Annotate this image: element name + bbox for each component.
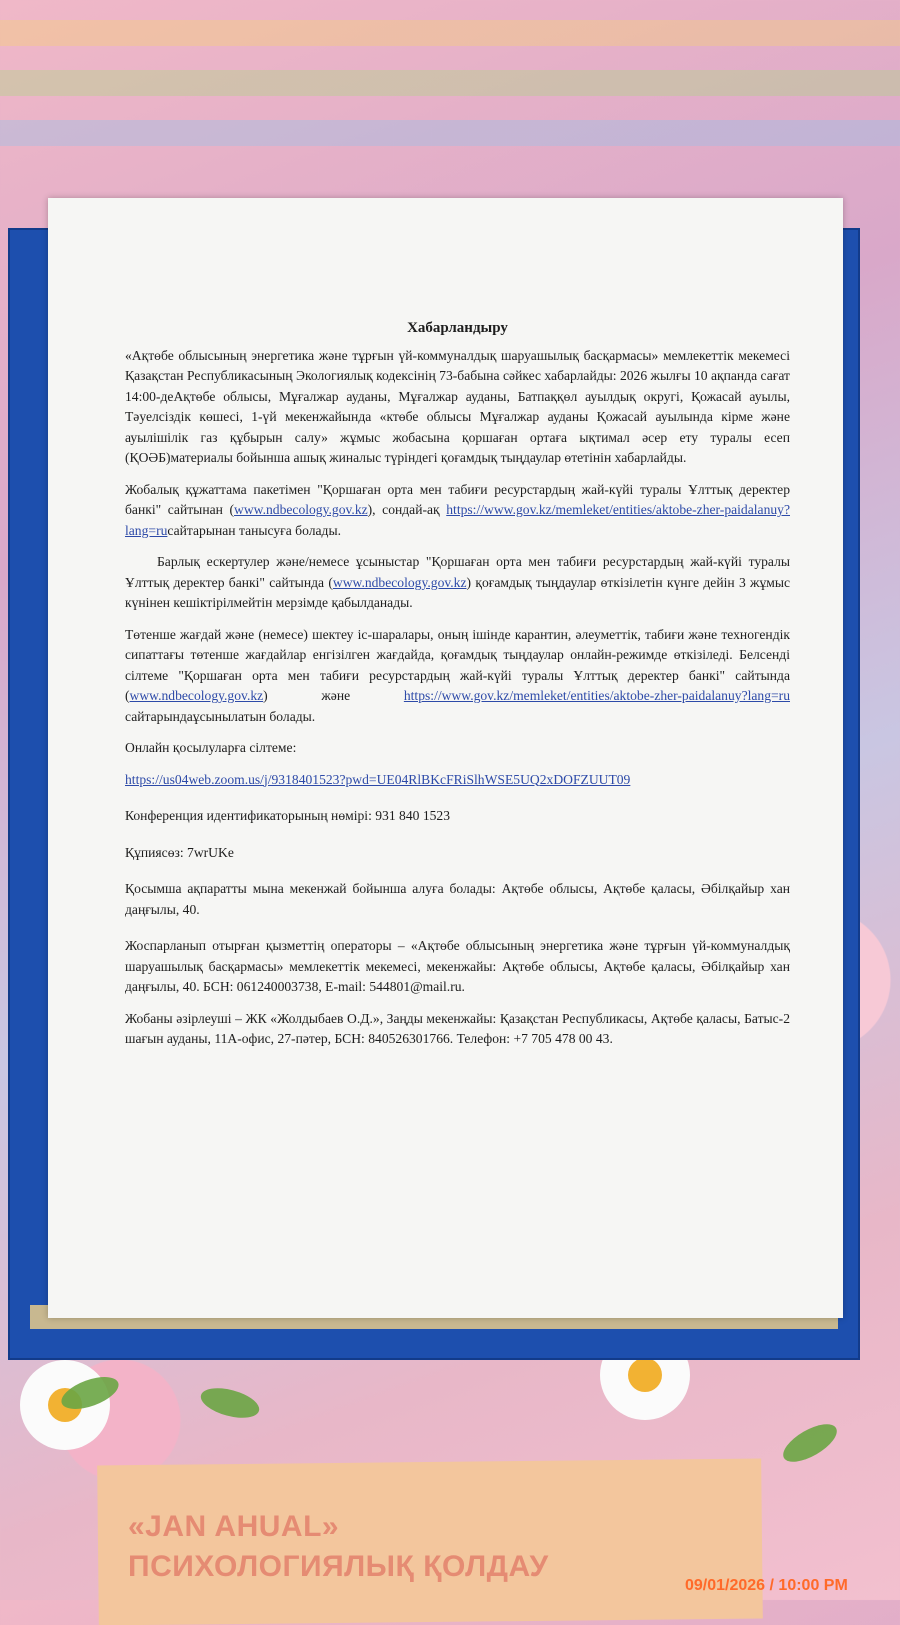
ndbecology-link[interactable]: www.ndbecology.gov.kz (234, 502, 368, 517)
gov-kz-link[interactable]: https://www.gov.kz/memleket/entities/aktobe-zher-paidalanuy?lang=ru (403, 688, 790, 703)
online-label: Онлайн қосылуларға сілтеме: (125, 740, 297, 755)
password: Құпиясөз: 7wrUKe (125, 844, 234, 860)
additional-info: Қосымша ақпаратты мына мекенжай бойынша алуға болады: Ақтөбе облысы, Ақтөбе қаласы, Әбілқайыр хан даңғылы, 40. (125, 881, 790, 917)
conference-id: Конференция идентификаторының нөмірі: 931 840 1523 (125, 808, 451, 823)
paragraph-comments (125, 552, 790, 614)
zoom-link[interactable]: https://us04web.zoom.us/j/9318401523?pwd=UE04RlBKcFRiSlhWSE5UQ2xDOFZUUT09 (125, 771, 631, 787)
sticker-text: ПСИХОЛОГИЯЛЫҚ ҚОЛДАУ (128, 1550, 549, 1583)
paragraph-text: Төтенше жағдай және (немесе) шектеу іс-шаралары, оның ішінде карантин, әлеуметтік, табиғи және техногендік сипаттағы төтенше жағдайлар енгізілген жағдайда, қоғамдық тыңдаулар онлайн-режимде өткізіледі. Белсенді сілтеме "Қоршаған орта мен табиғи ресурстардың жай-күйі туралы Ұлттық деректер банкі" сайтында ( (125, 626, 790, 703)
paragraph-text: ) және (263, 688, 404, 703)
paragraph-notice: «Ақтөбе облысының энергетика және тұрғын үй-коммуналдық шаруашылық басқармасы» мемлекеттік мекемесі Қазақстан Республикасының Экологиялық кодексінің 73-бабына сәйкес хабарлайды: 2026 жылғы 10 ақпанда сағат 14:00-деАқтөбе облысы, Мұғалжар ауданы, Мұғалжар ауданы, Батпаққөл ауылдық округі, Қожасай ауылы, Тәуелсіздік көшесі, 1-үй мекенжайында «ктөбе облысы Мұғалжар ауданы Қожасай ауылында кірме және ауылішілік газ құбырын салу» жұмыс жобасына қоршаған ортаға ықтимал әсер ету туралы есеп (ҚОӘБ)материалы бойынша ашық жиналыс түріндегі қоғамдық тыңдаулар өтетінін хабарлайды. (125, 347, 790, 465)
paragraph-emergency (125, 625, 790, 728)
background-stripe (0, 70, 900, 96)
paragraph-text: ), сондай-ақ (367, 502, 447, 517)
paragraph-text: ) қоғамдық тыңдаулар өткізілетін күнге дейін 3 жұмыс күнінен кешіктірілмейтін мерзімде қабылданады. (125, 574, 791, 610)
developer-info: Жобаны әзірлеуші – ЖК «Жолдыбаев О.Д.», Заңды мекенжайы: Қазақстан Республикасы, Ақтөбе қаласы, Батыс-2 шағын ауданы, 11А-офис, 27-пәтер, БСН: 840526301766. Телефон: +7 705 478 00 43. (125, 1010, 790, 1046)
background-leaf (778, 1417, 843, 1470)
background-leaf (198, 1383, 263, 1424)
ndbecology-link[interactable]: www.ndbecology.gov.kz (332, 574, 467, 590)
announcement-document (125, 318, 790, 1061)
paragraph-text: Жобалық құжаттама пакетімен "Қоршаған орта мен табиғи ресурстардың жай-күйі туралы Ұлттық деректер банкі" сайтынан ( (125, 481, 790, 517)
operator-info: Жоспарланып отырған қызметтің операторы – «Ақтөбе облысының энергетика және тұрғын үй-коммуналдық шаруашылық басқармасы» мемлекеттік мекемесі, мекенжайы: Ақтөбе облысы, Ақтөбе қаласы, Әбілқайыр хан даңғылы, 40. БСН: 061240003738, E-mail: 544801@mail.ru. (125, 938, 790, 994)
document-title: Хабарландыру (407, 320, 508, 336)
background-stripe (0, 120, 900, 146)
sticker-brand: «JAN AHUAL» (128, 1510, 340, 1543)
paragraph-documentation (125, 480, 790, 542)
gov-kz-link[interactable]: https://www.gov.kz/memleket/entities/aktobe-zher-paidalanuy?lang=ru (125, 502, 790, 538)
paragraph-text: сайтарынан танысуға болады. (167, 522, 341, 538)
photo-timestamp: 09/01/2026 / 10:00 PM (685, 1577, 848, 1594)
ndbecology-link[interactable]: www.ndbecology.gov.kz (129, 688, 264, 703)
zoom-link-line (125, 770, 790, 791)
background-stripe (0, 20, 900, 46)
paragraph-text: Барлық ескертулер және/немесе ұсыныстар "Қоршаған орта мен табиғи ресурстардың жай-күйі туралы Ұлттық деректер банкі" сайтында ( (125, 554, 790, 590)
paragraph-text: сайтарындаұсынылатын болады. (125, 708, 316, 724)
